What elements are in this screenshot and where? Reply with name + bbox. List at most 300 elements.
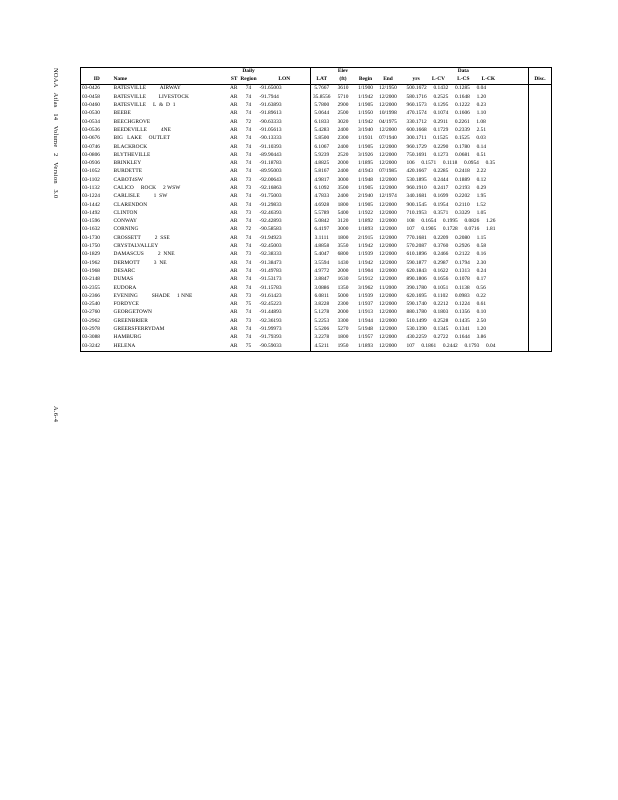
station-stats: 330.1712 0.2911 0.2261 1.08 xyxy=(406,118,486,125)
table-row xyxy=(81,110,552,118)
station-begin: 5/1912 xyxy=(358,276,373,283)
station-state: AR xyxy=(230,267,238,274)
station-stats: 470.1574 0.1074 0.1606 1.10 xyxy=(406,110,487,117)
station-lon: -92.46393 xyxy=(259,209,311,217)
station-end: 12/2000 xyxy=(379,243,397,250)
station-id: 03-0426 xyxy=(81,85,113,94)
station-id: 03-0676 xyxy=(81,135,113,143)
header-id: ID xyxy=(81,76,113,85)
station-stats: 340.1681 0.1699 0.2202 1.95 xyxy=(406,193,487,200)
station-elev: 5000 xyxy=(337,292,349,299)
station-disc xyxy=(529,102,552,110)
station-begin: 1/1892 xyxy=(358,218,373,225)
station-id: 03-0806 xyxy=(81,151,113,159)
station-lon: -91.63893 xyxy=(259,102,311,110)
station-id: 03-0460 xyxy=(81,102,113,110)
station-disc xyxy=(529,193,552,201)
station-begin: 3/1940 xyxy=(358,126,373,133)
station-disc xyxy=(529,168,552,176)
station-stats: 510.1499 0.2528 0.1435 2.50 xyxy=(406,317,487,324)
station-end: 07/1940 xyxy=(379,135,397,142)
station-end: 12/2000 xyxy=(379,143,397,150)
station-name: BEEDEVILLE 4NE xyxy=(113,126,171,133)
station-lat: 6.1092 xyxy=(314,185,330,191)
station-stats: 570.2087 0.3760 0.2926 0.58 xyxy=(406,243,487,250)
station-elev: 1800 xyxy=(337,201,349,208)
header-disc: Disc. xyxy=(529,76,552,85)
station-lat: 4.9772 xyxy=(314,267,330,274)
station-state: AR xyxy=(230,317,238,324)
station-state: AR xyxy=(230,292,238,299)
station-lon: -90.13333 xyxy=(259,135,311,143)
header-daily: Daily xyxy=(239,68,259,77)
station-state: AR xyxy=(230,110,238,117)
station-state: AR xyxy=(230,284,238,291)
table-row xyxy=(81,168,552,176)
station-id: 03-2355 xyxy=(81,284,113,292)
station-lon: -92.45003 xyxy=(259,243,311,251)
table-row xyxy=(81,102,552,110)
station-state: AR xyxy=(230,201,238,208)
station-region: 74 xyxy=(245,110,252,117)
station-lat: 5.0842 xyxy=(314,218,330,225)
header-data: Data xyxy=(399,68,529,77)
station-name: CLINTON xyxy=(113,209,138,216)
station-lon: -92.36193 xyxy=(259,317,311,325)
station-stats: 880.1780 0.1803 0.1356 0.10 xyxy=(406,309,487,316)
station-begin: 3/1962 xyxy=(358,284,373,291)
station-lat: 6.1067 xyxy=(314,143,330,150)
station-elev: 1950 xyxy=(333,342,354,351)
station-end: 12/2000 xyxy=(379,317,397,324)
station-disc xyxy=(529,309,552,317)
header-elev: Elev xyxy=(333,68,354,77)
station-begin: 1/1905 xyxy=(358,102,373,109)
station-elev: 5400 xyxy=(337,209,349,216)
table-row xyxy=(81,218,552,226)
station-lon: -91.53173 xyxy=(259,276,311,284)
station-lon: -91.44893 xyxy=(259,309,311,317)
station-region: 74 xyxy=(245,284,252,291)
station-id: 03-1442 xyxy=(81,201,113,209)
station-begin: 1/1900 xyxy=(358,85,373,92)
table-row xyxy=(81,185,552,193)
station-stats: 530.1895 0.2444 0.1889 0.12 xyxy=(406,176,487,183)
station-lon: -91.79393 xyxy=(259,334,311,342)
station-name: BLYTHEVILLE xyxy=(113,151,151,158)
station-state: AR xyxy=(230,334,238,341)
station-name: HAMBURG xyxy=(113,334,142,341)
station-region: 74 xyxy=(245,126,252,133)
station-disc xyxy=(529,259,552,267)
station-lat: 4.5211 xyxy=(311,342,333,351)
station-id: 03-2148 xyxy=(81,276,113,284)
station-lon: -92.38333 xyxy=(259,251,311,259)
station-elev: 2400 xyxy=(337,126,349,133)
station-id: 03-1052 xyxy=(81,168,113,176)
station-elev: 3000 xyxy=(337,176,349,183)
table-row xyxy=(81,251,552,259)
station-id: 03-2978 xyxy=(81,326,113,334)
station-elev: 2500 xyxy=(337,110,349,117)
station-disc xyxy=(529,85,552,94)
station-id: 03-1632 xyxy=(81,226,113,234)
station-stats: 710.1953 0.3571 0.3329 1.05 xyxy=(406,209,487,216)
station-lon: -91.29833 xyxy=(259,201,311,209)
header-row-top xyxy=(81,68,552,77)
header-end: End xyxy=(378,76,399,85)
station-begin: 1/1904 xyxy=(358,267,373,274)
header-yrs: yrs xyxy=(412,76,420,83)
station-lat: 3.2278 xyxy=(314,334,330,341)
station-region: 74 xyxy=(245,85,252,92)
header-st: ST xyxy=(217,76,239,85)
station-lat: 3.8847 xyxy=(314,276,330,283)
station-lat: 3.0886 xyxy=(314,284,330,291)
station-region: 75 xyxy=(239,342,259,351)
station-stats: 430.2259 0.2722 0.1644 3.86 xyxy=(406,334,487,341)
table-row xyxy=(81,226,552,234)
table-row xyxy=(81,276,552,284)
station-end: 12/2000 xyxy=(379,234,397,241)
station-end: 12/2000 xyxy=(379,218,397,225)
station-elev: 1630 xyxy=(337,276,349,283)
station-stats: 620.1695 0.1102 0.0983 0.22 xyxy=(406,292,486,299)
header-name: Name xyxy=(113,76,217,85)
station-elev: 2000 xyxy=(337,267,349,274)
station-name: BATESVILLE L & D 1 xyxy=(113,102,176,109)
station-state: AR xyxy=(230,185,238,191)
station-lat: 35.8556 xyxy=(312,93,331,100)
header-row-bottom xyxy=(81,76,552,85)
table-row xyxy=(81,342,552,351)
station-elev: 2520 xyxy=(337,151,349,158)
station-name: BLACKROCK xyxy=(113,143,148,150)
station-lon: -92.16863 xyxy=(259,185,311,193)
station-name: CONWAY xyxy=(113,218,137,225)
station-region: 74 xyxy=(245,135,252,142)
station-id: 03-1492 xyxy=(81,209,113,217)
station-begin: 1/1922 xyxy=(358,209,373,216)
station-lat: 5.9239 xyxy=(314,151,330,158)
station-disc xyxy=(529,326,552,334)
station-region: 74 xyxy=(245,334,252,341)
station-stats: 890.1806 0.1656 0.1078 0.17 xyxy=(406,276,487,283)
station-name: CLARENDON xyxy=(113,201,148,208)
station-state: AR xyxy=(230,93,238,100)
station-elev: 1800 xyxy=(337,334,349,341)
station-state: AR xyxy=(230,209,238,216)
station-stats: 108 0.1654 0.1995 0.0826 1.26 xyxy=(406,218,496,225)
station-elev: 3120 xyxy=(337,218,349,225)
station-disc xyxy=(529,292,552,300)
station-id: 03-3242 xyxy=(81,342,113,351)
station-disc xyxy=(529,251,552,259)
header-ft: (ft) xyxy=(333,76,354,85)
page-number: A.6-4 xyxy=(52,406,59,423)
station-region: 73 xyxy=(245,209,252,216)
station-end: 12/2000 xyxy=(379,201,397,208)
table-row xyxy=(81,284,552,292)
station-lon: -91.75003 xyxy=(259,193,311,201)
station-region: 74 xyxy=(245,243,252,250)
station-elev: 1800 xyxy=(337,234,349,241)
station-elev: 3500 xyxy=(337,185,349,191)
station-state: AR xyxy=(230,102,238,109)
station-state: AR xyxy=(230,143,238,150)
table-row xyxy=(81,243,552,251)
station-state: AR xyxy=(230,309,238,316)
station-id: 03-0534 xyxy=(81,118,113,126)
station-state: AR xyxy=(230,126,238,133)
station-name: EUDORA xyxy=(113,284,137,291)
station-state: AR xyxy=(217,342,239,351)
station-end: 04/1975 xyxy=(379,118,397,125)
station-stats: 300.1711 0.1525 0.1525 0.03 xyxy=(406,135,486,142)
station-disc xyxy=(529,301,552,309)
station-disc xyxy=(529,209,552,217)
table-row xyxy=(81,93,552,101)
station-stats: 590.1877 0.2987 0.1794 2.30 xyxy=(406,259,487,266)
station-stats: 420.1667 0.2285 0.2418 2.22 xyxy=(406,168,487,175)
station-stats: 107 0.1861 0.2442 0.1793 0.04 xyxy=(399,342,529,351)
station-name: BURDETTE xyxy=(113,168,143,175)
station-lat: 4.6928 xyxy=(314,201,330,208)
station-end: 12/1950 xyxy=(379,85,397,92)
station-begin: 1/1942 xyxy=(358,93,373,100)
station-begin: 1/1942 xyxy=(358,243,373,250)
station-elev: 3020 xyxy=(337,118,349,125)
station-lat: 6.1833 xyxy=(314,118,330,125)
station-begin: 2/1915 xyxy=(358,234,373,241)
station-lon: -91.49783 xyxy=(259,268,311,276)
station-state: AR xyxy=(230,243,238,250)
station-region: 74 xyxy=(245,259,252,266)
station-state: AR xyxy=(230,160,238,167)
station-id: 03-0746 xyxy=(81,143,113,151)
station-end: 12/2000 xyxy=(379,251,397,258)
station-begin: 1/1937 xyxy=(358,301,373,308)
station-stats: 107 0.1905 0.1728 0.0716 1.81 xyxy=(406,226,496,233)
header-lon: LON xyxy=(259,76,311,85)
station-end: 11/2000 xyxy=(379,284,397,291)
station-id: 03-0536 xyxy=(81,126,113,134)
table-row xyxy=(81,160,552,168)
station-end: 12/2000 xyxy=(379,267,397,274)
station-name: CABOT4SW xyxy=(113,176,143,183)
station-state: AR xyxy=(230,151,238,158)
station-lon: -91.99973 xyxy=(259,326,311,334)
station-id: 03-1962 xyxy=(81,259,113,267)
station-end: 12/2000 xyxy=(379,102,397,109)
station-state: AR xyxy=(230,251,238,258)
station-begin: 1/1950 xyxy=(358,110,373,117)
station-stats: 530.1390 0.1345 0.1341 1.20 xyxy=(406,326,487,333)
station-lon: -92.00643 xyxy=(259,176,311,184)
station-id: 03-1730 xyxy=(81,234,113,242)
station-lat: 4.8825 xyxy=(314,160,330,167)
station-region: 74 xyxy=(245,201,252,208)
station-id: 03-0530 xyxy=(81,110,113,118)
station-id: 03-3088 xyxy=(81,334,113,342)
station-name: GREERSFERRYDAM xyxy=(113,326,165,333)
station-lat: 6.4197 xyxy=(314,226,330,233)
station-disc xyxy=(529,160,552,168)
station-elev: 2000 xyxy=(337,309,349,316)
station-state: AR xyxy=(230,234,238,241)
station-lat: 3.1111 xyxy=(314,234,329,241)
station-end: 12/2000 xyxy=(379,301,397,308)
station-lon: -89.90443 xyxy=(259,151,311,159)
station-begin: 2/1940 xyxy=(358,193,373,200)
station-name: HELENA xyxy=(113,342,217,351)
station-disc xyxy=(529,93,552,101)
station-region: 73 xyxy=(245,176,252,183)
station-region: 74 xyxy=(245,168,252,175)
table-row xyxy=(81,126,552,134)
table-row xyxy=(81,309,552,317)
station-lat: 5.5789 xyxy=(314,209,330,216)
station-disc xyxy=(529,334,552,342)
header-lcv: L-CV xyxy=(431,76,446,83)
station-lon: -91.10393 xyxy=(259,143,311,151)
station-state: AR xyxy=(230,176,238,183)
station-id: 03-1102 xyxy=(81,176,113,184)
station-elev: 5270 xyxy=(337,326,349,333)
station-begin: 1/1893 xyxy=(354,342,378,351)
station-disc xyxy=(529,185,552,193)
station-region: 74 xyxy=(245,151,252,158)
station-disc xyxy=(529,317,552,325)
station-region: 73 xyxy=(245,185,252,191)
station-disc xyxy=(529,176,552,184)
station-name: BEEBE xyxy=(113,110,131,117)
station-name: DAMASCUS 2 NNE xyxy=(113,251,175,258)
station-id: 03-2540 xyxy=(81,301,113,309)
station-disc xyxy=(529,126,552,134)
station-lon: -91.94923 xyxy=(259,234,311,242)
station-end: 12/2000 xyxy=(379,292,397,299)
station-begin: 1/1957 xyxy=(358,334,373,341)
table-row xyxy=(81,334,552,342)
table-row xyxy=(81,301,552,309)
station-region: 74 xyxy=(245,218,252,225)
station-lat: 5.1278 xyxy=(314,309,330,316)
station-end: 12/2000 xyxy=(379,151,397,158)
station-disc xyxy=(529,143,552,151)
station-state: AR xyxy=(230,259,238,266)
station-stats: 580.1716 0.2525 0.1648 1.20 xyxy=(406,93,487,100)
station-disc xyxy=(529,218,552,226)
station-lat: 5.4047 xyxy=(314,251,330,258)
station-stats: 600.1668 0.1729 0.2339 2.51 xyxy=(406,126,487,133)
station-disc xyxy=(529,234,552,242)
station-region: 74 xyxy=(245,102,252,109)
station-id: 03-2962 xyxy=(81,317,113,325)
station-begin: 1/1895 xyxy=(358,160,373,167)
station-lat: 4.8858 xyxy=(314,243,330,250)
station-end: 12/2000 xyxy=(379,276,397,283)
station-stats: 590.1740 0.2212 0.1224 0.61 xyxy=(406,301,487,308)
table-row xyxy=(81,209,552,217)
station-lat: 5.5206 xyxy=(314,326,330,333)
station-end: 12/2000 xyxy=(378,342,399,351)
table-row xyxy=(81,317,552,325)
station-begin: 5/1948 xyxy=(358,326,373,333)
station-lat: 5.7800 xyxy=(314,102,330,109)
station-name: DESARC xyxy=(113,267,136,274)
station-begin: 1/1905 xyxy=(358,143,373,150)
header-begin: Begin xyxy=(354,76,378,85)
station-begin: 1/1948 xyxy=(358,176,373,183)
station-disc xyxy=(529,135,552,143)
station-lat: 5.7667 xyxy=(314,85,330,92)
station-disc xyxy=(529,226,552,234)
station-region: 74 xyxy=(245,193,252,200)
station-state: AR xyxy=(230,193,238,200)
station-end: 12/1974 xyxy=(379,193,397,200)
station-begin: 1/1905 xyxy=(358,185,373,191)
station-elev: 2900 xyxy=(337,102,349,109)
station-id: 03-1224 xyxy=(81,193,113,201)
station-begin: 1/1939 xyxy=(358,251,373,258)
station-state: AR xyxy=(230,135,238,142)
station-region: 74 xyxy=(245,143,252,150)
station-elev: 3000 xyxy=(337,226,349,233)
station-stats: 390.1780 0.1051 0.1138 0.56 xyxy=(406,284,486,291)
station-stats: 106 0.1571 0.1118 0.0954 0.35 xyxy=(406,160,496,167)
station-lat: 5.8500 xyxy=(314,135,330,142)
station-begin: 1/1942 xyxy=(358,118,373,125)
station-end: 12/2000 xyxy=(379,185,397,191)
table-row xyxy=(81,176,552,184)
station-region: 74 xyxy=(245,326,252,333)
table-row xyxy=(81,135,552,143)
station-end: 12/2000 xyxy=(379,309,397,316)
station-lat: 5.8167 xyxy=(314,168,330,175)
station-stats: 500.1672 0.1432 0.1285 0.04 xyxy=(406,85,487,92)
station-stats: 900.1545 0.1954 0.2110 1.52 xyxy=(406,201,486,208)
station-region: 72 xyxy=(245,226,252,233)
station-name: DERMOTT 3 NE xyxy=(113,259,167,266)
station-stats: 750.1691 0.1273 0.0681 0.51 xyxy=(406,151,487,158)
station-lon: -91.89613 xyxy=(259,110,311,118)
station-region: 74 xyxy=(245,267,252,274)
station-lon: -90.58583 xyxy=(259,226,311,234)
station-stats: 960.1910 0.2417 0.2193 0.29 xyxy=(406,185,487,191)
station-state: AR xyxy=(230,226,238,233)
station-end: 12/2000 xyxy=(379,326,397,333)
station-end: 07/1985 xyxy=(379,168,397,175)
station-name: FORDYCE xyxy=(113,301,140,308)
station-lon: -92.42893 xyxy=(259,218,311,226)
header-lat: LAT xyxy=(311,76,333,85)
station-disc xyxy=(529,151,552,159)
header-lck: L-CK xyxy=(481,76,496,83)
station-lat: 6.0811 xyxy=(314,292,330,299)
station-elev: 1430 xyxy=(337,259,349,266)
station-region: 74 xyxy=(245,160,252,167)
station-region: 73 xyxy=(245,317,252,324)
station-region: 73 xyxy=(245,251,252,258)
station-begin: 4/1943 xyxy=(358,168,373,175)
station-lon: -89.95003 xyxy=(259,168,311,176)
station-stats: 610.1896 0.2466 0.2122 0.16 xyxy=(406,251,487,258)
station-disc xyxy=(529,276,552,284)
station-lon: -91.7944 xyxy=(259,93,311,101)
station-end: 12/2000 xyxy=(379,226,397,233)
table-row xyxy=(81,268,552,276)
